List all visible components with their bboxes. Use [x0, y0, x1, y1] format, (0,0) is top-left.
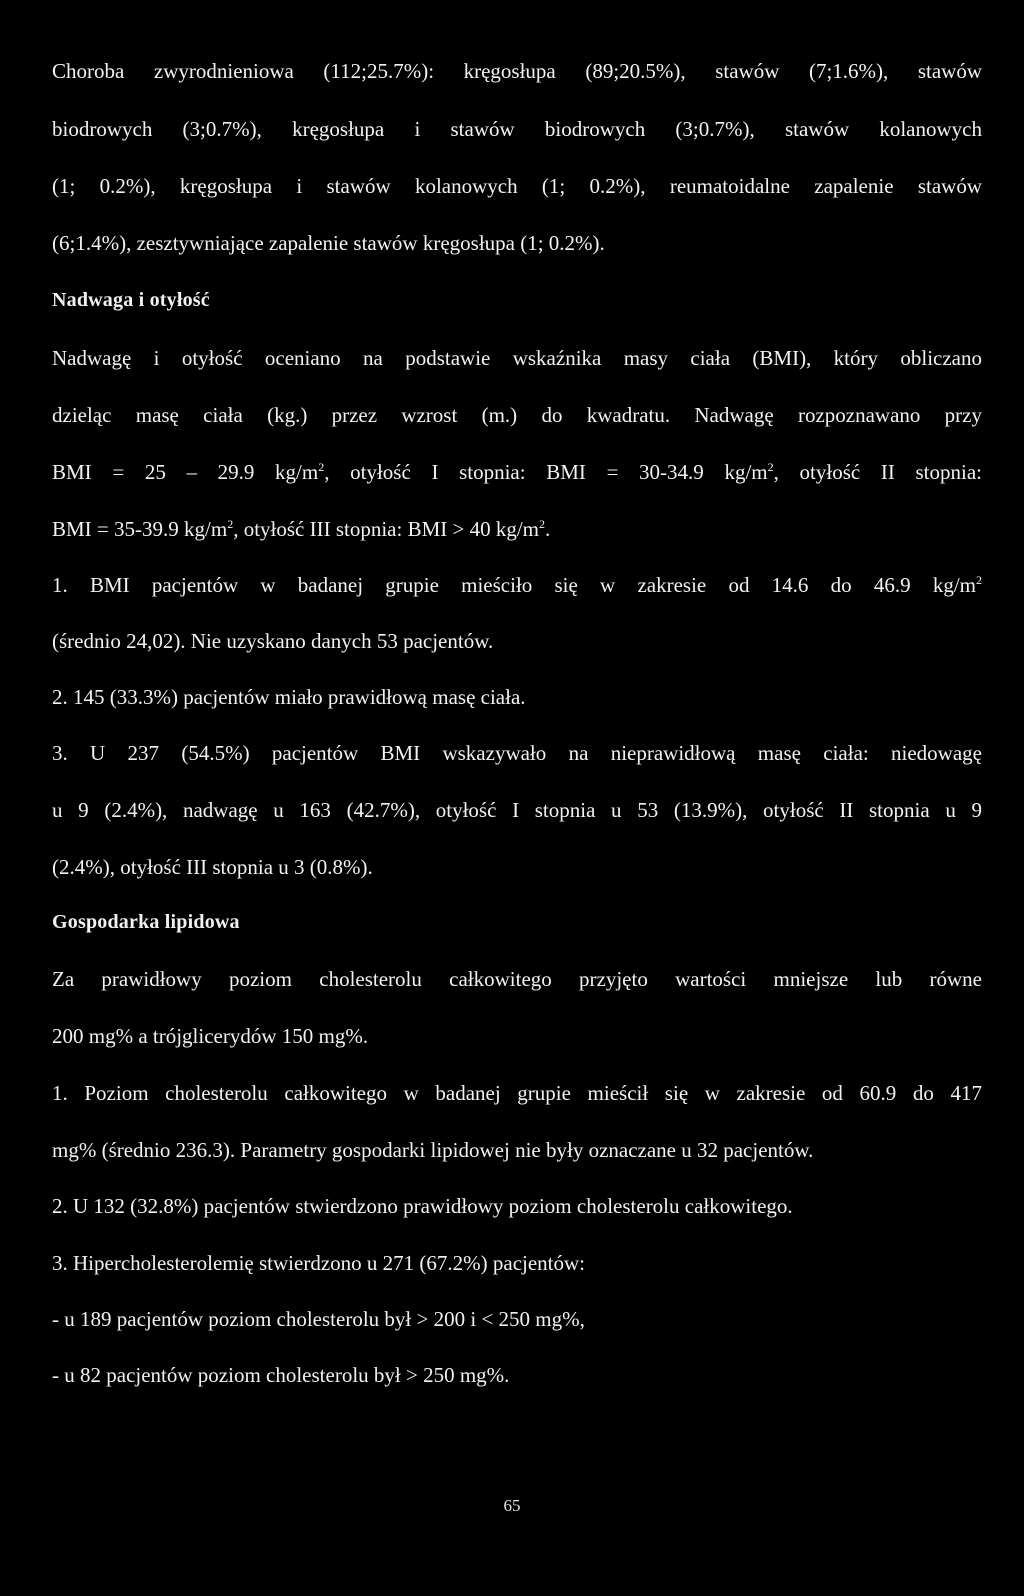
- lipids-bullet-1: - u 189 pacjentów poziom cholesterolu był > 200 i < 250 mg%,: [52, 1307, 585, 1331]
- degenerative-line-3: (1; 0.2%), kręgosłupa i stawów kolanowych (1; 0.2%), reumatoidalne zapalenie stawów: [52, 174, 982, 198]
- lipids-item-3: 3. Hipercholesterolemię stwierdzono u 271 (67.2%) pacjentów:: [52, 1251, 586, 1275]
- overweight-intro-line-4: [52, 514, 982, 544]
- bmi-range-text: 1. BMI pacjentów w badanej grupie mieściło się w zakresie od 14.6 do 46.9 kg/m: [52, 573, 976, 597]
- page-number: 65: [503, 1496, 521, 1515]
- bmi-range-obesity-2: BMI = 35-39.9 kg/m: [52, 517, 228, 541]
- bmi-range-obesity-1: , otyłość I stopnia: BMI = 30-34.9 kg/m: [324, 460, 768, 484]
- superscript: 2: [976, 573, 982, 587]
- lipids-intro-line-1: Za prawidłowy poziom cholesterolu całkowitego przyjęto wartości mniejsze lub równe: [52, 967, 982, 991]
- bmi-range-obesity-3: , otyłość III stopnia: BMI > 40 kg/m: [233, 517, 540, 541]
- section-heading-lipids: Gospodarka lipidowa: [52, 911, 240, 933]
- superscript: 2: [318, 460, 325, 474]
- degenerative-line-4: (6;1.4%), zesztywniające zapalenie stawów kręgosłupa (1; 0.2%).: [52, 231, 605, 255]
- overweight-item-2: 2. 145 (33.3%) pacjentów miało prawidłową masę ciała.: [52, 685, 526, 709]
- overweight-intro-line-3: [52, 457, 982, 487]
- section-heading-overweight: Nadwaga i otyłość: [52, 289, 210, 311]
- lipids-bullet-2: - u 82 pacjentów poziom cholesterolu był > 250 mg%.: [52, 1363, 510, 1387]
- superscript: 2: [539, 517, 546, 531]
- sentence-end: .: [545, 517, 551, 541]
- lipids-intro-line-2: 200 mg% a trójglicerydów 150 mg%.: [52, 1024, 369, 1048]
- overweight-item-3-line-2: u 9 (2.4%), nadwagę u 163 (42.7%), otyłość I stopnia u 53 (13.9%), otyłość II stopnia u 9: [52, 798, 982, 822]
- degenerative-line-1: Choroba zwyrodnieniowa (112;25.7%): kręgosłupa (89;20.5%), stawów (7;1.6%), stawów: [52, 59, 982, 83]
- lipids-item-1-line-1: 1. Poziom cholesterolu całkowitego w badanej grupie mieścił się w zakresie od 60.9 do 417: [52, 1081, 982, 1105]
- superscript: 2: [227, 517, 234, 531]
- degenerative-line-2: biodrowych (3;0.7%), kręgosłupa i stawów biodrowych (3;0.7%), stawów kolanowych: [52, 117, 982, 141]
- bmi-range-overweight: BMI = 25 – 29.9 kg/m: [52, 460, 319, 484]
- lipids-item-1-line-2: mg% (średnio 236.3). Parametry gospodarki lipidowej nie były oznaczane u 32 pacjentów.: [52, 1138, 814, 1162]
- overweight-item-3-line-3: (2.4%), otyłość III stopnia u 3 (0.8%).: [52, 855, 373, 879]
- bmi-range-obesity-2-label: , otyłość II stopnia:: [773, 460, 982, 484]
- lipids-item-2: 2. U 132 (32.8%) pacjentów stwierdzono prawidłowy poziom cholesterolu całkowitego.: [52, 1194, 793, 1218]
- overweight-intro-line-2: dzieląc masę ciała (kg.) przez wzrost (m.) do kwadratu. Nadwagę rozpoznawano przy: [52, 403, 982, 427]
- overweight-intro-line-1: Nadwagę i otyłość oceniano na podstawie wskaźnika masy ciała (BMI), który obliczano: [52, 346, 982, 370]
- overweight-item-1-line-1: [52, 570, 982, 600]
- superscript: 2: [767, 460, 774, 474]
- overweight-item-3-line-1: 3. U 237 (54.5%) pacjentów BMI wskazywało na nieprawidłową masę ciała: niedowagę: [52, 741, 982, 765]
- overweight-item-1-line-2: (średnio 24,02). Nie uzyskano danych 53 pacjentów.: [52, 629, 494, 653]
